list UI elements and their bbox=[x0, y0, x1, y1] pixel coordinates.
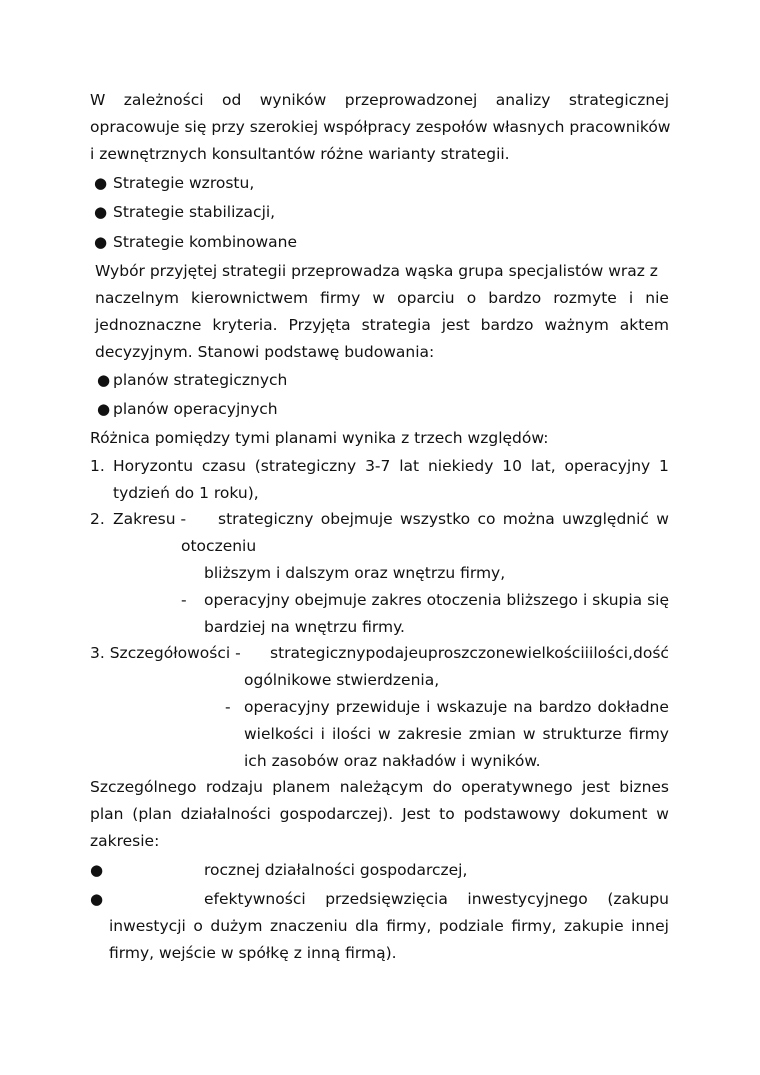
word: można bbox=[502, 510, 555, 528]
selection-line-4: decyzyjnym. Stanowi podstawę budowania: bbox=[95, 343, 435, 361]
item-1-line-2: tydzień do 1 roku), bbox=[113, 484, 259, 502]
word: 10 bbox=[502, 457, 522, 475]
word: Jest bbox=[402, 805, 431, 823]
strategy-item-1: Strategie wzrostu, bbox=[113, 174, 255, 192]
word: uwzględnić bbox=[562, 510, 649, 528]
word: podziale bbox=[438, 917, 504, 935]
word: w bbox=[656, 805, 669, 823]
strategy-item-2: Strategie stabilizacji, bbox=[113, 203, 276, 221]
item-2-dash: - bbox=[181, 591, 187, 609]
strategy-item-3: Strategie kombinowane bbox=[113, 233, 298, 251]
word: 3-7 bbox=[365, 457, 391, 475]
word: dość bbox=[633, 644, 669, 662]
word: jest bbox=[581, 778, 610, 796]
word: (plan bbox=[132, 805, 172, 823]
word: efektywności bbox=[204, 890, 306, 908]
item-3-line-3 bbox=[244, 697, 669, 717]
word: niekiedy bbox=[427, 457, 494, 475]
word: lat bbox=[399, 457, 420, 475]
word: strategia bbox=[361, 316, 431, 334]
word: lat, bbox=[530, 457, 556, 475]
word: obejmuje bbox=[294, 591, 367, 609]
intro-line-2: opracowuje się przy szerokiej współpracy zespołów własnych pracowników bbox=[90, 118, 671, 136]
word: naczelnym bbox=[95, 289, 179, 307]
word: inwestycji bbox=[109, 917, 186, 935]
word: się bbox=[647, 591, 669, 609]
plan-item-2: planów operacyjnych bbox=[113, 400, 278, 418]
item-3-line-2: ogólnikowe stwierdzenia, bbox=[244, 671, 440, 689]
word: do bbox=[432, 778, 452, 796]
word: aktem bbox=[619, 316, 669, 334]
bullet-icon: ● bbox=[94, 203, 108, 221]
word: 1 bbox=[659, 457, 669, 475]
word: operacyjny bbox=[564, 457, 651, 475]
selection-line-1: Wybór przyjętej strategii przeprowadza wąska grupa specjalistów wraz z bbox=[95, 262, 658, 280]
word: wskazuje bbox=[436, 698, 508, 716]
item-3-dash: - bbox=[225, 698, 231, 716]
business-plan-line-1 bbox=[90, 777, 669, 797]
word: gospodarczej). bbox=[279, 805, 394, 823]
word: i bbox=[628, 289, 634, 307]
word: zmian bbox=[468, 725, 516, 743]
word: strukturze bbox=[542, 725, 622, 743]
word: zakupie bbox=[563, 917, 624, 935]
word: dla bbox=[355, 917, 379, 935]
word: należącym bbox=[339, 778, 424, 796]
word: przewiduje bbox=[335, 698, 421, 716]
word: otoczenia bbox=[426, 591, 502, 609]
word: przeprowadzonej bbox=[344, 91, 478, 109]
word: firmy bbox=[628, 725, 669, 743]
word: strategicznej bbox=[568, 91, 669, 109]
word: innej bbox=[631, 917, 669, 935]
word: firmy, bbox=[386, 917, 432, 935]
word: biznes bbox=[619, 778, 669, 796]
word: podstawowy bbox=[463, 805, 561, 823]
word: operacyjny bbox=[204, 591, 290, 609]
word: kierownictwem bbox=[191, 289, 309, 307]
word: w bbox=[522, 725, 536, 743]
word: co bbox=[477, 510, 496, 528]
word: zakresie bbox=[397, 725, 462, 743]
item-3-line-4 bbox=[244, 724, 669, 744]
word: kryteria. bbox=[212, 316, 278, 334]
business-plan-line-3: zakresie: bbox=[90, 832, 160, 850]
word: skupia bbox=[592, 591, 643, 609]
bullet-icon: ● bbox=[90, 890, 104, 908]
word: operacyjny bbox=[244, 698, 330, 716]
word: to bbox=[439, 805, 455, 823]
bullet-icon: ● bbox=[97, 371, 111, 389]
word: firmy bbox=[320, 289, 361, 307]
word: rozmyte bbox=[553, 289, 617, 307]
business-plan-line-2 bbox=[90, 804, 669, 824]
word: bardzo bbox=[538, 698, 592, 716]
item-2-label: Zakresu - bbox=[113, 510, 187, 528]
word: na bbox=[513, 698, 533, 716]
item-2-line-3: bliższym i dalszym oraz wnętrzu firmy, bbox=[204, 564, 506, 582]
bullet-icon: ● bbox=[94, 174, 108, 192]
intro-line-3: i zewnętrznych konsultantów różne warianty strategii. bbox=[90, 145, 510, 163]
word: operatywnego bbox=[461, 778, 573, 796]
word: ilości bbox=[332, 725, 372, 743]
word: podaje bbox=[365, 644, 418, 662]
word: w bbox=[656, 510, 669, 528]
word: dokument bbox=[569, 805, 648, 823]
word: i bbox=[582, 591, 588, 609]
word: Horyzontu bbox=[113, 457, 194, 475]
difference-heading: Różnica pomiędzy tymi planami wynika z trzech względów: bbox=[90, 429, 549, 447]
word: planem bbox=[272, 778, 331, 796]
word: o bbox=[466, 289, 477, 307]
word: analizy bbox=[495, 91, 551, 109]
word: nie bbox=[645, 289, 669, 307]
word: (strategiczny bbox=[254, 457, 357, 475]
word: w bbox=[378, 725, 391, 743]
word: strategiczny bbox=[218, 510, 314, 528]
word: wielkości bbox=[244, 725, 314, 743]
word: uproszczone bbox=[418, 644, 515, 662]
word: firmy, bbox=[511, 917, 557, 935]
word: zależności bbox=[123, 91, 204, 109]
item-2-number: 2. bbox=[90, 510, 105, 528]
word: inwestycyjnego bbox=[467, 890, 588, 908]
item-2-line-1 bbox=[218, 509, 669, 529]
word: Szczególnego bbox=[90, 778, 197, 796]
word: dużym bbox=[210, 917, 263, 935]
item-3-line-5: ich zasobów oraz nakładów i wyników. bbox=[244, 752, 541, 770]
bullet-icon: ● bbox=[97, 400, 111, 418]
word: znaczeniu bbox=[269, 917, 348, 935]
word: i bbox=[320, 725, 325, 743]
bullet-icon: ● bbox=[94, 233, 108, 251]
intro-line-1 bbox=[90, 90, 669, 110]
scope-item-2-line-2 bbox=[109, 916, 669, 936]
item-2-line-4 bbox=[204, 590, 669, 610]
word: działalności bbox=[180, 805, 271, 823]
word: i bbox=[426, 698, 431, 716]
word: czasu bbox=[201, 457, 246, 475]
item-1-number: 1. bbox=[90, 457, 105, 475]
word: wielkości bbox=[514, 644, 585, 662]
word: bardzo bbox=[480, 316, 534, 334]
word: W bbox=[90, 91, 106, 109]
word: rodzaju bbox=[205, 778, 263, 796]
item-2-line-5: bardziej na wnętrzu firmy. bbox=[204, 618, 405, 636]
word: w bbox=[372, 289, 386, 307]
scope-item-1: rocznej działalności gospodarczej, bbox=[204, 861, 468, 879]
plan-item-1: planów strategicznych bbox=[113, 371, 288, 389]
word: oparciu bbox=[397, 289, 455, 307]
word: bliższego bbox=[506, 591, 579, 609]
item-1-line-1 bbox=[113, 456, 669, 476]
word: ilości, bbox=[589, 644, 633, 662]
selection-line-3 bbox=[95, 315, 669, 335]
word: ważnym bbox=[544, 316, 609, 334]
word: i bbox=[584, 644, 589, 662]
word: (zakupu bbox=[607, 890, 669, 908]
word: jednoznaczne bbox=[95, 316, 202, 334]
word: wyników bbox=[259, 91, 327, 109]
word: wszystko bbox=[400, 510, 471, 528]
word: strategiczny bbox=[270, 644, 366, 662]
word: o bbox=[193, 917, 203, 935]
item-2-line-2: otoczeniu bbox=[181, 537, 257, 555]
scope-item-2-line-1 bbox=[204, 889, 669, 909]
bullet-icon: ● bbox=[90, 861, 104, 879]
word: dokładne bbox=[597, 698, 669, 716]
word: plan bbox=[90, 805, 124, 823]
word: od bbox=[222, 91, 242, 109]
word: obejmuje bbox=[320, 510, 393, 528]
item-3-label: 3. Szczegółowości - bbox=[90, 644, 241, 662]
word: zakres bbox=[371, 591, 422, 609]
word: bardzo bbox=[488, 289, 542, 307]
word: jest bbox=[441, 316, 470, 334]
item-3-line-1 bbox=[270, 643, 669, 663]
word: przedsięwzięcia bbox=[325, 890, 448, 908]
word: Przyjęta bbox=[288, 316, 351, 334]
selection-line-2 bbox=[95, 288, 669, 308]
scope-item-2-line-3: firmy, wejście w spółkę z inną firmą). bbox=[109, 944, 397, 962]
